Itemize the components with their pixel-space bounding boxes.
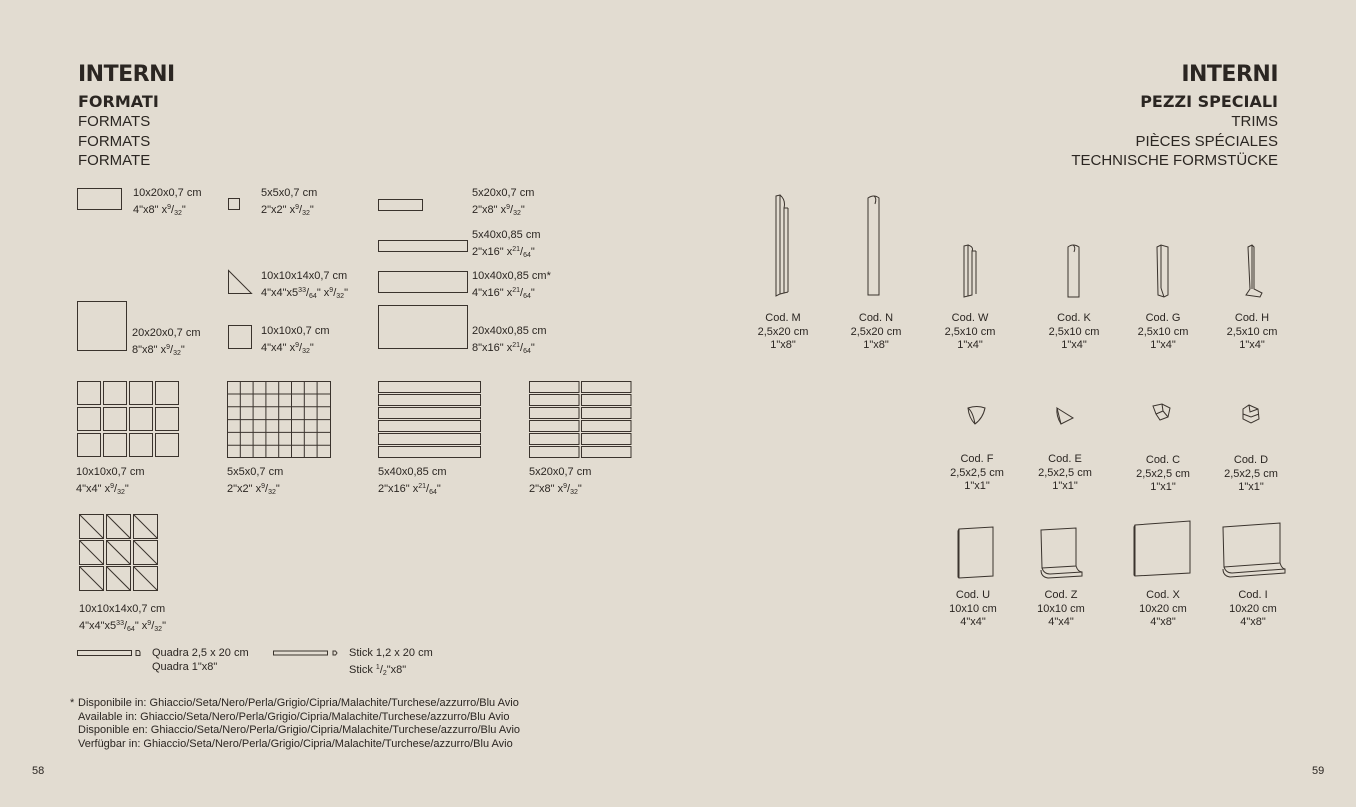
label-10x20 [133, 187, 201, 220]
trim-code: Cod. M [765, 312, 801, 324]
label-inch: 8"x16" $x^{21}/64$" [472, 341, 535, 355]
mosaic-triangle-10x10x14 [79, 514, 160, 592]
label-stick [349, 647, 433, 680]
mosaic-5x5 [227, 381, 331, 459]
trim-h-drawing [1240, 243, 1270, 299]
label-inch: 4"x8" $x^9/32$" [133, 203, 186, 217]
translation-en: FORMATS [78, 132, 151, 150]
mosaic-5x20 [529, 381, 632, 459]
label-mosaic-5x40 [378, 466, 446, 499]
label-20x40 [472, 325, 547, 358]
translation-fr: FORMATS [78, 113, 151, 130]
trim-e-label [1033, 453, 1097, 494]
trim-inch: 1"x4" [1150, 339, 1176, 351]
trim-code: Cod. I [1238, 589, 1268, 601]
label-inch: 2"x8" $x^9/32$" [529, 482, 582, 496]
label-cm: 10x10x0,7 cm [76, 466, 145, 478]
trim-g-drawing [1152, 243, 1174, 299]
trim-code: Cod. H [1234, 312, 1270, 324]
trim-cm: 2,5x10 cm [1137, 325, 1189, 338]
trim-code: Cod. X [1146, 589, 1180, 601]
right-subtitle: PEZZI SPECIALI [1140, 92, 1278, 111]
trim-u-drawing [955, 526, 997, 580]
label-cm: 5x5x0,7 cm [227, 466, 284, 478]
trim-inch: 4"x8" [1240, 616, 1266, 628]
translation-de: TECHNISCHE FORMSTÜCKE [1071, 152, 1278, 169]
left-title: INTERNI [78, 62, 175, 87]
trim-n-drawing [862, 194, 884, 298]
trim-i-label [1221, 589, 1285, 630]
trim-d-drawing [1239, 403, 1263, 425]
trim-h-label [1222, 312, 1282, 353]
trim-c-drawing [1150, 402, 1174, 424]
label-cm: 10x20x0,7 cm [133, 187, 202, 199]
trim-inch: 1"x1" [1238, 481, 1264, 493]
stick-inch: Stick $^1$/2"x8" [349, 663, 407, 677]
tile-20x40 [378, 305, 468, 349]
quadra-trim [77, 649, 145, 659]
trim-d-label [1219, 454, 1283, 495]
label-inch: $4"x4"x5^{33}/64$" $x^9/32$" [261, 286, 348, 300]
trim-cm: 2,5x2,5 cm [1038, 466, 1092, 479]
trim-cm: 10x10 cm [1037, 602, 1085, 615]
trim-c-label [1131, 454, 1195, 495]
trim-f-label [945, 453, 1009, 494]
label-cm: 10x10x14x0,7 cm [261, 270, 348, 282]
trim-code: Cod. K [1057, 312, 1091, 324]
label-cm: 5x40x0,85 cm [472, 229, 541, 241]
trim-inch: 1"x4" [1061, 339, 1087, 351]
trim-cm: 10x20 cm [1139, 602, 1187, 615]
mosaic-5x40 [378, 381, 481, 459]
trim-x-drawing [1132, 519, 1194, 579]
translation-fr: PIÈCES SPÉCIALES [1135, 132, 1278, 150]
trim-inch: 1"x1" [964, 480, 990, 492]
trim-m-label [753, 312, 813, 353]
tile-20x20 [77, 301, 127, 351]
label-inch: $4"x4"x5^{33}/64$" $x^9/32$" [79, 619, 166, 633]
right-title: INTERNI [1181, 62, 1278, 87]
trim-code: Cod. G [1145, 312, 1181, 324]
trim-e-drawing [1053, 404, 1077, 426]
tile-5x20 [378, 199, 423, 211]
label-inch: 4"x16" $x^{21}/64$" [472, 286, 535, 300]
trim-k-drawing [1064, 243, 1084, 299]
label-mosaic-5x20 [529, 466, 591, 499]
label-quadra [152, 647, 249, 674]
trim-z-label [1029, 589, 1093, 630]
label-inch: 2"x16" $x^{21}/64$" [378, 482, 441, 496]
availability-notes [70, 697, 520, 751]
trim-inch: 4"x4" [1048, 616, 1074, 628]
label-cm: 5x20x0,7 cm [529, 466, 592, 478]
trim-cm: 2,5x20 cm [850, 325, 902, 338]
label-10x10x14 [261, 270, 348, 303]
trim-w-drawing [960, 243, 980, 299]
trim-i-drawing [1220, 519, 1288, 579]
trim-inch: 4"x8" [1150, 616, 1176, 628]
trim-n-label [846, 312, 906, 353]
trim-m-drawing [770, 194, 792, 298]
label-inch: 2"x8" $x^9/32$" [472, 203, 525, 217]
trim-cm: 10x20 cm [1229, 602, 1277, 615]
label-10x10 [261, 325, 329, 358]
trim-g-label [1133, 312, 1193, 353]
trim-code: Cod. N [858, 312, 894, 324]
label-cm: 5x5x0,7 cm [261, 187, 318, 199]
note-en: Available in: Ghiaccio/Seta/Nero/Perla/Grigio/Cipria/Malachite/Turchese/azzurro/Blu Avio [78, 710, 510, 723]
trim-inch: 1"x1" [1052, 480, 1078, 492]
trim-u-label [941, 589, 1005, 630]
label-mosaic-triangle [79, 603, 166, 636]
translation-en: TRIMS [1231, 113, 1278, 130]
label-10x40 [472, 270, 551, 303]
label-inch: 8"x8" $x^9/32$" [132, 343, 185, 357]
right-translations [1071, 112, 1278, 171]
left-subtitle: FORMATI [78, 92, 159, 111]
mosaic-10x10 [77, 381, 179, 459]
label-inch: 2"x2" $x^9/32$" [261, 203, 314, 217]
quadra-cm: Quadra 2,5 x 20 cm [152, 647, 249, 659]
note-de: Verfügbar in: Ghiaccio/Seta/Nero/Perla/Grigio/Cipria/Malachite/Turchese/azzurro/Blu Avio [78, 737, 513, 750]
tile-10x10 [228, 325, 252, 349]
page-number-right: 59 [1312, 765, 1325, 777]
trim-inch: 1"x1" [1150, 481, 1176, 493]
label-20x20 [132, 327, 200, 360]
label-cm: 10x10x0,7 cm [261, 325, 330, 337]
label-cm: 20x20x0,7 cm [132, 327, 201, 339]
trim-code: Cod. E [1048, 453, 1082, 465]
note-marker: * [70, 697, 75, 709]
trim-code: Cod. D [1233, 454, 1269, 466]
trim-f-drawing [965, 404, 989, 426]
label-cm: 5x20x0,7 cm [472, 187, 535, 199]
trim-cm: 2,5x10 cm [944, 325, 996, 338]
label-inch: 4"x4" $x^9/32$" [76, 482, 129, 496]
trim-code: Cod. W [951, 312, 989, 324]
trim-code: Cod. U [955, 589, 991, 601]
trim-inch: 1"x4" [1239, 339, 1265, 351]
trim-inch: 1"x4" [957, 339, 983, 351]
label-inch: 2"x16" $x^{21}/64$" [472, 245, 535, 259]
trim-inch: 4"x4" [960, 616, 986, 628]
trim-cm: 10x10 cm [949, 602, 997, 615]
trim-cm: 2,5x20 cm [757, 325, 809, 338]
label-5x20 [472, 187, 534, 220]
label-cm: 10x10x14x0,7 cm [79, 603, 166, 615]
stick-cm: Stick 1,2 x 20 cm [349, 647, 433, 659]
trim-x-label [1131, 589, 1195, 630]
trim-cm: 2,5x10 cm [1048, 325, 1100, 338]
trim-cm: 2,5x2,5 cm [1136, 467, 1190, 480]
trim-code: Cod. C [1145, 454, 1181, 466]
trim-w-label [940, 312, 1000, 353]
tile-5x40 [378, 240, 468, 252]
label-inch: 2"x2" $x^9/32$" [227, 482, 280, 496]
left-translations [78, 112, 150, 171]
trim-code: Cod. Z [1044, 589, 1078, 601]
note-it: Disponibile in: Ghiaccio/Seta/Nero/Perla/Grigio/Cipria/Malachite/Turchese/azzurro/Blu Avio [78, 697, 519, 709]
trim-code: Cod. F [960, 453, 994, 465]
tile-10x40 [378, 271, 468, 293]
tile-5x5 [228, 198, 240, 210]
label-cm: 20x40x0,85 cm [472, 325, 547, 337]
label-mosaic-10x10 [76, 466, 144, 499]
translation-de: FORMATE [78, 152, 151, 169]
label-cm: 10x40x0,85 cm* [472, 270, 551, 282]
page-number-left: 58 [32, 765, 45, 777]
trim-cm: 2,5x10 cm [1226, 325, 1278, 338]
trim-inch: 1"x8" [770, 339, 796, 351]
quadra-inch: Quadra 1"x8" [152, 660, 218, 673]
label-cm: 5x40x0,85 cm [378, 466, 447, 478]
label-5x40 [472, 229, 540, 262]
stick-trim [273, 649, 341, 659]
trim-cm: 2,5x2,5 cm [950, 466, 1004, 479]
label-inch: 4"x4" $x^9/32$" [261, 341, 314, 355]
note-fr: Disponible en: Ghiaccio/Seta/Nero/Perla/Grigio/Cipria/Malachite/Turchese/azzurro/Blu Avio [78, 724, 521, 736]
tile-triangle-10x10x14 [228, 270, 252, 294]
tile-10x20 [77, 188, 122, 210]
trim-inch: 1"x8" [863, 339, 889, 351]
label-mosaic-5x5 [227, 466, 283, 499]
label-5x5 [261, 187, 317, 220]
trim-k-label [1044, 312, 1104, 353]
trim-cm: 2,5x2,5 cm [1224, 467, 1278, 480]
trim-z-drawing [1038, 526, 1084, 580]
